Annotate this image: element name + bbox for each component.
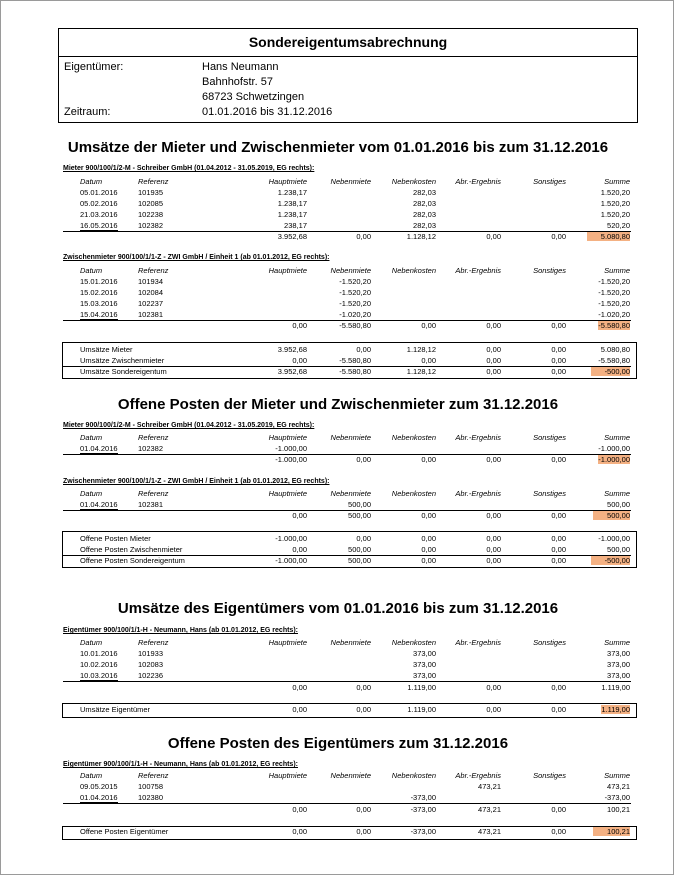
table-row: 15.03.2016 102237 -1.520,20 -1.520,20 [80,299,630,308]
column-header-row: Datum Referenz Hauptmiete Nebenmiete Nebenkosten Abr.-Ergebnis Sonstiges Summe [80,266,630,275]
divider [63,681,631,682]
summary-row: Offene Posten Zwischenmieter 0,00 500,00 0,00 0,00 0,00 500,00 [80,545,630,554]
report-title: Sondereigentumsabrechnung [59,29,637,57]
table-row: 01.04.2016 102380 -373,00 -373,00 [80,793,630,802]
owner-name: Hans Neumann [202,61,279,73]
period-label: Zeitraum: [64,106,111,118]
summary-row: Offene Posten Sondereigentum -1.000,00 500,00 0,00 0,00 0,00 -500,00 [80,556,630,565]
section-title-tenant-transactions: Umsätze der Mieter und Zwischenmieter vom 01.01.2016 bis zum 31.12.2016 [67,139,609,156]
section-title-owner-open-items: Offene Posten des Eigentümers zum 31.12.2016 [167,735,509,752]
table-row: 15.01.2016 101934 -1.520,20 -1.520,20 [80,277,630,286]
group-total-row: 0,00 500,00 0,00 0,00 0,00 500,00 [292,511,630,520]
divider [63,803,631,804]
table-row: 16.05.2016 102382 238,17 282,03 520,20 [80,221,630,230]
table-row: 10.01.2016 101933 373,00 373,00 [80,649,630,658]
period-value: 01.01.2016 bis 31.12.2016 [202,106,333,118]
table-row: 09.05.2015 100758 473,21 473,21 [80,782,630,791]
owner-city: 68723 Schwetzingen [202,91,305,103]
table-row: 01.04.2016 102382 -1.000,00 -1.000,00 [80,444,630,453]
summary-row: Umsätze Zwischenmieter 0,00 -5.580,80 0,00 0,00 0,00 -5.580,80 [80,356,630,365]
summary-row: Umsätze Eigentümer 0,00 0,00 1.119,00 0,00 0,00 1.119,00 [80,705,630,714]
table-row: 10.03.2016 102236 373,00 373,00 [80,671,630,680]
table-row: 10.02.2016 102083 373,00 373,00 [80,660,630,669]
summary-row: Umsätze Mieter 3.952,68 0,00 1.128,12 0,00 0,00 5.080,80 [80,345,630,354]
column-header-row: Datum Referenz Hauptmiete Nebenmiete Nebenkosten Abr.-Ergebnis Sonstiges Summe [80,771,630,780]
group-total-row: 0,00 0,00 -373,00 473,21 0,00 100,21 [292,805,630,814]
group-total-row: 0,00 0,00 1.119,00 0,00 0,00 1.119,00 [292,683,630,692]
group-label-tenant: Mieter 900/100/1/2-M - Schreiber GmbH (01.04.2012 - 31.05.2019, EG rechts): [63,422,315,429]
table-row: 15.02.2016 102084 -1.520,20 -1.520,20 [80,288,630,297]
section-title-tenant-open-items: Offene Posten der Mieter und Zwischenmieter zum 31.12.2016 [117,396,559,413]
owner-street: Bahnhofstr. 57 [202,76,273,88]
table-row: 15.04.2016 102381 -1.020,20 -1.020,20 [80,310,630,319]
table-row: 21.03.2016 102238 1.238,17 282,03 1.520,20 [80,210,630,219]
column-header-row: Datum Referenz Hauptmiete Nebenmiete Nebenkosten Abr.-Ergebnis Sonstiges Summe [80,638,630,647]
group-label-subtenant: Zwischenmieter 900/100/1/1-Z - ZWI GmbH / Einheit 1 (ab 01.01.2012, EG rechts): [63,254,330,261]
column-header-row: Datum Referenz Hauptmiete Nebenmiete Nebenkosten Abr.-Ergebnis Sonstiges Summe [80,433,630,442]
column-header-row: Datum Referenz Hauptmiete Nebenmiete Nebenkosten Abr.-Ergebnis Sonstiges Summe [80,177,630,186]
summary-row: Umsätze Sondereigentum 3.952,68 -5.580,80 1.128,12 0,00 0,00 -500,00 [80,367,630,376]
summary-row: Offene Posten Mieter -1.000,00 0,00 0,00 0,00 0,00 -1.000,00 [80,534,630,543]
report-header [58,28,638,123]
column-header-row: Datum Referenz Hauptmiete Nebenmiete Nebenkosten Abr.-Ergebnis Sonstiges Summe [80,489,630,498]
section-title-owner-transactions: Umsätze des Eigentümers vom 01.01.2016 bis zum 31.12.2016 [117,600,559,617]
group-label-subtenant: Zwischenmieter 900/100/1/1-Z - ZWI GmbH / Einheit 1 (ab 01.01.2012, EG rechts): [63,478,330,485]
group-label-tenant: Mieter 900/100/1/2-M - Schreiber GmbH (01.04.2012 - 31.05.2019, EG rechts): [63,165,315,172]
table-row: 01.04.2016 102381 500,00 500,00 [80,500,630,509]
table-row: 05.01.2016 101935 1.238,17 282,03 1.520,20 [80,188,630,197]
group-label-owner: Eigentümer 900/100/1/1-H - Neumann, Hans (ab 01.01.2012, EG rechts): [63,627,298,634]
group-label-owner: Eigentümer 900/100/1/1-H - Neumann, Hans (ab 01.01.2012, EG rechts): [63,761,298,768]
summary-row: Offene Posten Eigentümer 0,00 0,00 -373,00 473,21 0,00 100,21 [80,827,630,836]
group-total-row: 3.952,68 0,00 1.128,12 0,00 0,00 5.080,80 [277,232,630,241]
group-total-row: -1.000,00 0,00 0,00 0,00 0,00 -1.000,00 [275,455,630,464]
table-row: 05.02.2016 102085 1.238,17 282,03 1.520,20 [80,199,630,208]
owner-label: Eigentümer: [64,61,124,73]
group-total-row: 0,00 -5.580,80 0,00 0,00 0,00 -5.580,80 [292,321,630,330]
